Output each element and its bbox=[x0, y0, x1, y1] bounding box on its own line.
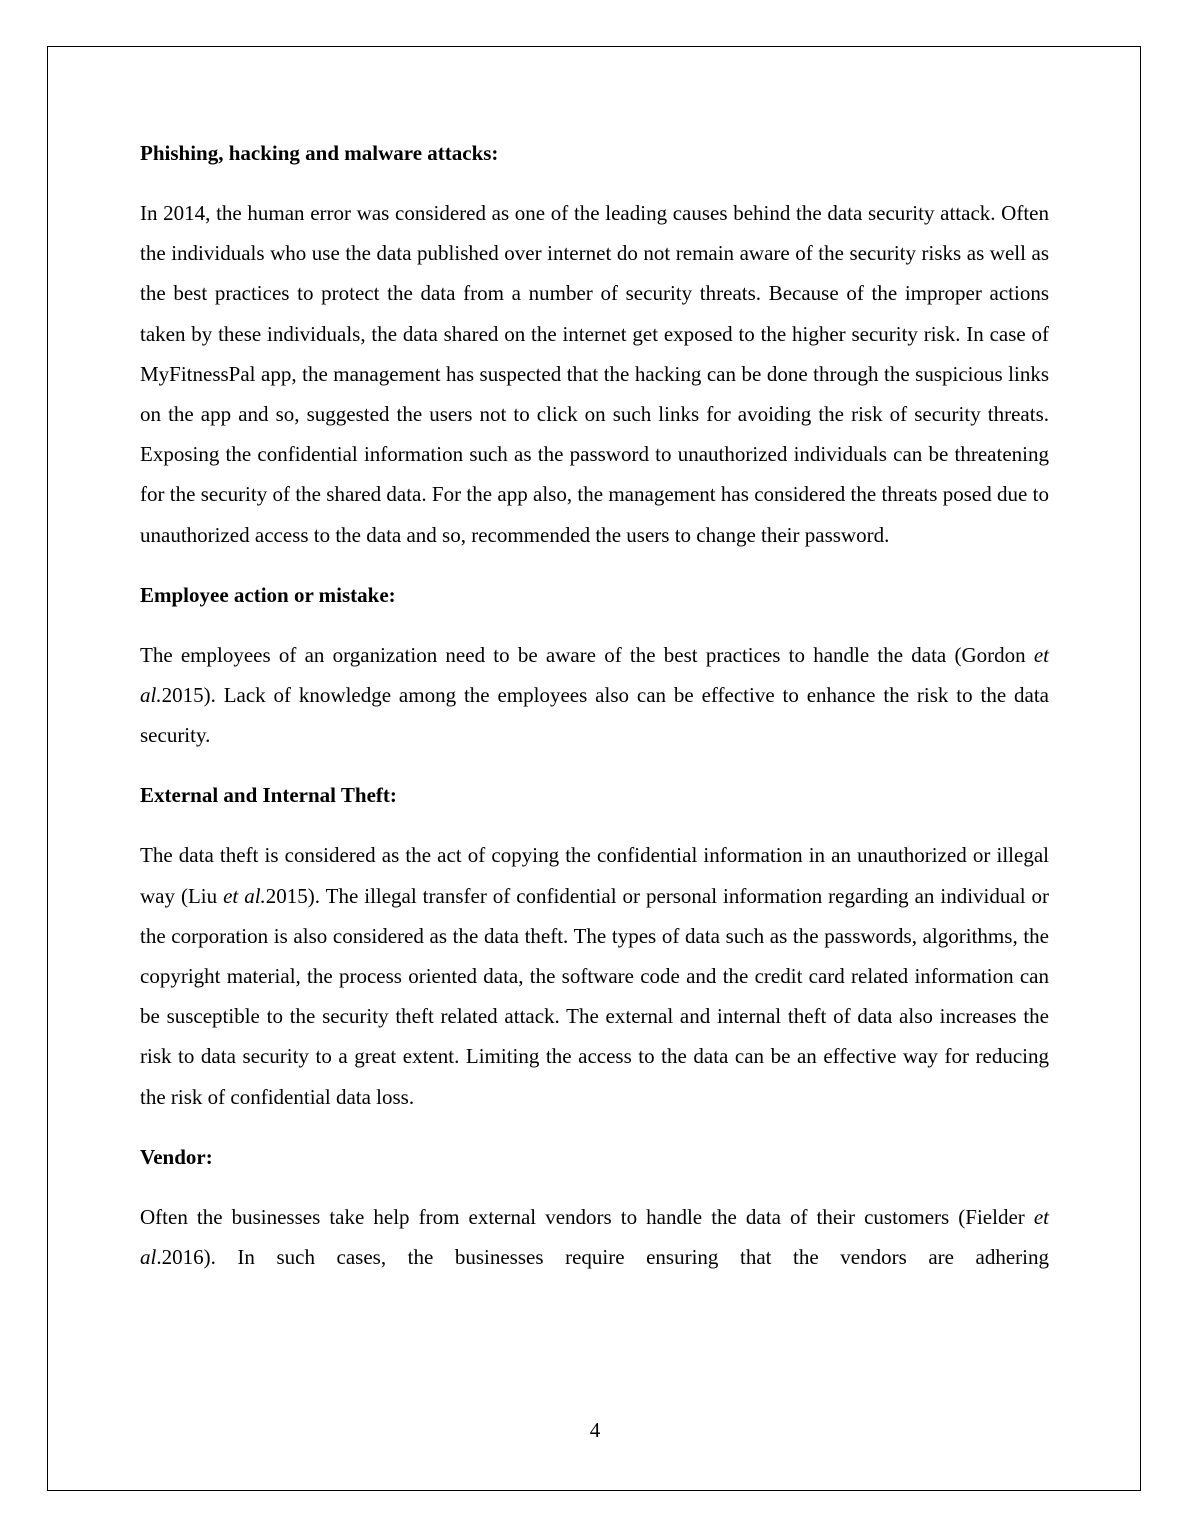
paragraph-vendor bbox=[140, 1197, 1049, 1277]
paragraph-text: Often the businesses take help from external vendors to handle the data of their customers (Fielder bbox=[140, 1204, 1034, 1229]
section-heading-vendor: Vendor: bbox=[140, 1144, 213, 1169]
paragraph-text: The employees of an organization need to be aware of the best practices to handle the data (Gordon bbox=[140, 642, 1034, 667]
paragraph-text: The data theft is considered as the act of copying the confidential information in an unauthorized or illegal way (Liu bbox=[140, 843, 1049, 908]
page-number: 4 bbox=[589, 1418, 601, 1442]
citation-et-al: et al bbox=[140, 1204, 1049, 1270]
paragraph-theft bbox=[140, 835, 1049, 1116]
document-body bbox=[140, 133, 1049, 1297]
citation-et-al: et al. bbox=[140, 642, 1049, 708]
paragraph-phishing: In 2014, the human error was considered as one of the leading causes behind the data security attack. Often the individuals who use the data published over internet do not remain aware of the security risks as well as the best practices to protect the data from a number of security threats. Because of the improper actions taken by these individuals, the data shared on the internet get exposed to the higher security risk. In case of MyFitnessPal app, the management has suspected that the hacking can be done through the suspicious links on the app and so, suggested the users not to click on such links for avoiding the risk of security threats. Exposing the confidential information such as the password to unauthorized individuals can be threatening for the security of the shared data. For the app also, the management has considered the threats posed due to unauthorized access to the data and so, recommended the users to change their password. bbox=[140, 201, 1049, 547]
paragraph-text: .2016). In such cases, the businesses require ensuring that the vendors are adhering bbox=[156, 1245, 1049, 1270]
section-heading-employee: Employee action or mistake: bbox=[140, 582, 396, 607]
section-heading-phishing: Phishing, hacking and malware attacks: bbox=[140, 141, 499, 165]
paragraph-text: 2015). The illegal transfer of confidential or personal information regarding an individual or the corporation is also considered as the data theft. The types of data such as the passwords, algorithms, the copyright material, the process oriented data, the software code and the credit card related information can be susceptible to the security theft related attack. The external and internal theft of data also increases the risk to data security to a great extent. Limiting the access to the data can be an effective way for reducing the risk of confidential data loss. bbox=[140, 883, 1049, 1109]
paragraph-text: 2015). Lack of knowledge among the employees also can be effective to enhance the risk to the data security. bbox=[140, 683, 1049, 748]
paragraph-employee bbox=[140, 635, 1049, 756]
section-heading-theft: External and Internal Theft: bbox=[140, 783, 397, 808]
citation-et-al: et al. bbox=[223, 883, 266, 908]
